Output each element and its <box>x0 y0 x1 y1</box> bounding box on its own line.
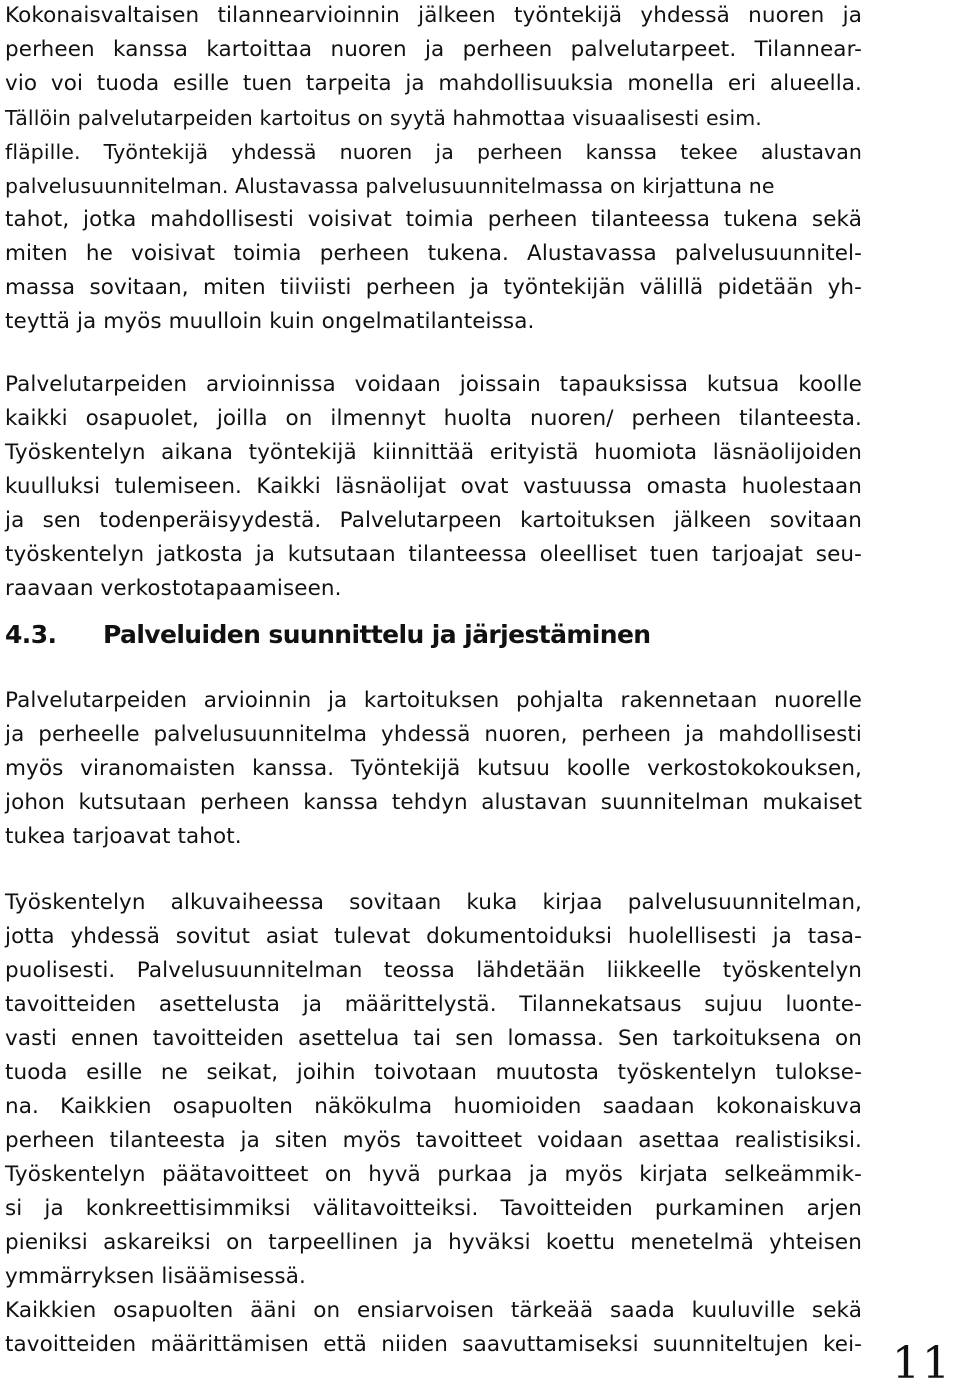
text-line: johon kutsutaan perheen kanssa tehdyn alustavan suunnitelman mukaiset <box>5 790 862 815</box>
text-line: Palvelutarpeiden arvioinnissa voidaan joissain tapauksissa kutsua koolle <box>5 372 862 397</box>
text-line: tukea tarjoavat tahot. <box>5 824 242 849</box>
text-line: kuulluksi tulemiseen. Kaikki läsnäolijat ovat vastuussa omasta huolestaan <box>5 474 862 499</box>
text-line: myös viranomaisten kanssa. Työntekijä kutsuu koolle verkostokokouksen, <box>5 756 862 781</box>
text-line: raavaan verkostotapaamiseen. <box>5 576 342 601</box>
text-line: perheen tilanteesta ja siten myös tavoitteet voidaan asettaa realistisiksi. <box>5 1128 862 1153</box>
text-line: Työskentelyn aikana työntekijä kiinnittää erityistä huomiota läsnäolijoiden <box>5 440 862 465</box>
text-line: Työskentelyn päätavoitteet on hyvä purkaa ja myös kirjata selkeämmik- <box>5 1162 862 1187</box>
text-line: tahot, jotka mahdollisesti voisivat toimia perheen tilanteessa tukena sekä <box>5 207 862 232</box>
text-line: tavoitteiden asettelusta ja määrittelystä. Tilannekatsaus sujuu luonte- <box>5 992 862 1017</box>
text-line: ymmärryksen lisäämisessä. <box>5 1264 306 1289</box>
text-line: puolisesti. Palvelusuunnitelman teossa lähdetään liikkeelle työskentelyn <box>5 958 862 983</box>
text-line: vio voi tuoda esille tuen tarpeita ja mahdollisuuksia monella eri alueella. <box>5 71 862 96</box>
text-line: Tällöin palvelutarpeiden kartoitus on syytä hahmottaa visuaalisesti esim. <box>5 106 762 130</box>
text-line: miten he voisivat toimia perheen tukena. Alustavassa palvelusuunnitel- <box>5 241 862 266</box>
section-number: 4.3. <box>5 620 57 649</box>
text-line: ja perheelle palvelusuunnitelma yhdessä nuoren, perheen ja mahdollisesti <box>5 722 862 747</box>
text-line: Työskentelyn alkuvaiheessa sovitaan kuka kirjaa palvelusuunnitelman, <box>5 890 862 915</box>
text-line: palvelusuunnitelman. Alustavassa palvelusuunnitelmassa on kirjattuna ne <box>5 174 775 198</box>
text-line: ja sen todenperäisyydestä. Palvelutarpeen kartoituksen jälkeen sovitaan <box>5 508 862 533</box>
text-line: fläpille. Työntekijä yhdessä nuoren ja perheen kanssa tekee alustavan <box>5 140 862 164</box>
text-line: pieniksi askareiksi on tarpeellinen ja hyväksi koettu menetelmä yhteisen <box>5 1230 862 1255</box>
text-line: jotta yhdessä sovitut asiat tulevat dokumentoiduksi huolellisesti ja tasa- <box>5 924 862 949</box>
text-line: vasti ennen tavoitteiden asettelua tai sen lomassa. Sen tarkoituksena on <box>5 1026 862 1051</box>
text-line: massa sovitaan, miten tiiviisti perheen ja työntekijän välillä pidetään yh- <box>5 275 862 300</box>
text-line: si ja konkreettisimmiksi välitavoitteiksi. Tavoitteiden purkaminen arjen <box>5 1196 862 1221</box>
page-number: 11 <box>892 1338 952 1389</box>
text-line: teyttä ja myös muulloin kuin ongelmatilanteissa. <box>5 309 535 334</box>
text-line: perheen kanssa kartoittaa nuoren ja perheen palvelutarpeet. Tilannear- <box>5 37 862 62</box>
text-line: Palvelutarpeiden arvioinnin ja kartoituksen pohjalta rakennetaan nuorelle <box>5 688 862 713</box>
text-line: Kaikkien osapuolten ääni on ensiarvoisen tärkeää saada kuuluville sekä <box>5 1298 862 1323</box>
text-line: tuoda esille ne seikat, joihin toivotaan muutosta työskentelyn tulokse- <box>5 1060 862 1085</box>
section-heading <box>5 618 651 652</box>
text-line: na. Kaikkien osapuolten näkökulma huomioiden saadaan kokonaiskuva <box>5 1094 862 1119</box>
text-line: kaikki osapuolet, joilla on ilmennyt huolta nuoren/ perheen tilanteesta. <box>5 406 862 431</box>
text-line: työskentelyn jatkosta ja kutsutaan tilanteessa oleelliset tuen tarjoajat seu- <box>5 542 862 567</box>
text-line: Kokonaisvaltaisen tilannearvioinnin jälkeen työntekijä yhdessä nuoren ja <box>5 3 862 28</box>
text-line: tavoitteiden määrittämisen että niiden saavuttamiseksi suunniteltujen kei- <box>5 1332 862 1357</box>
section-title: Palveluiden suunnittelu ja järjestäminen <box>103 620 651 649</box>
